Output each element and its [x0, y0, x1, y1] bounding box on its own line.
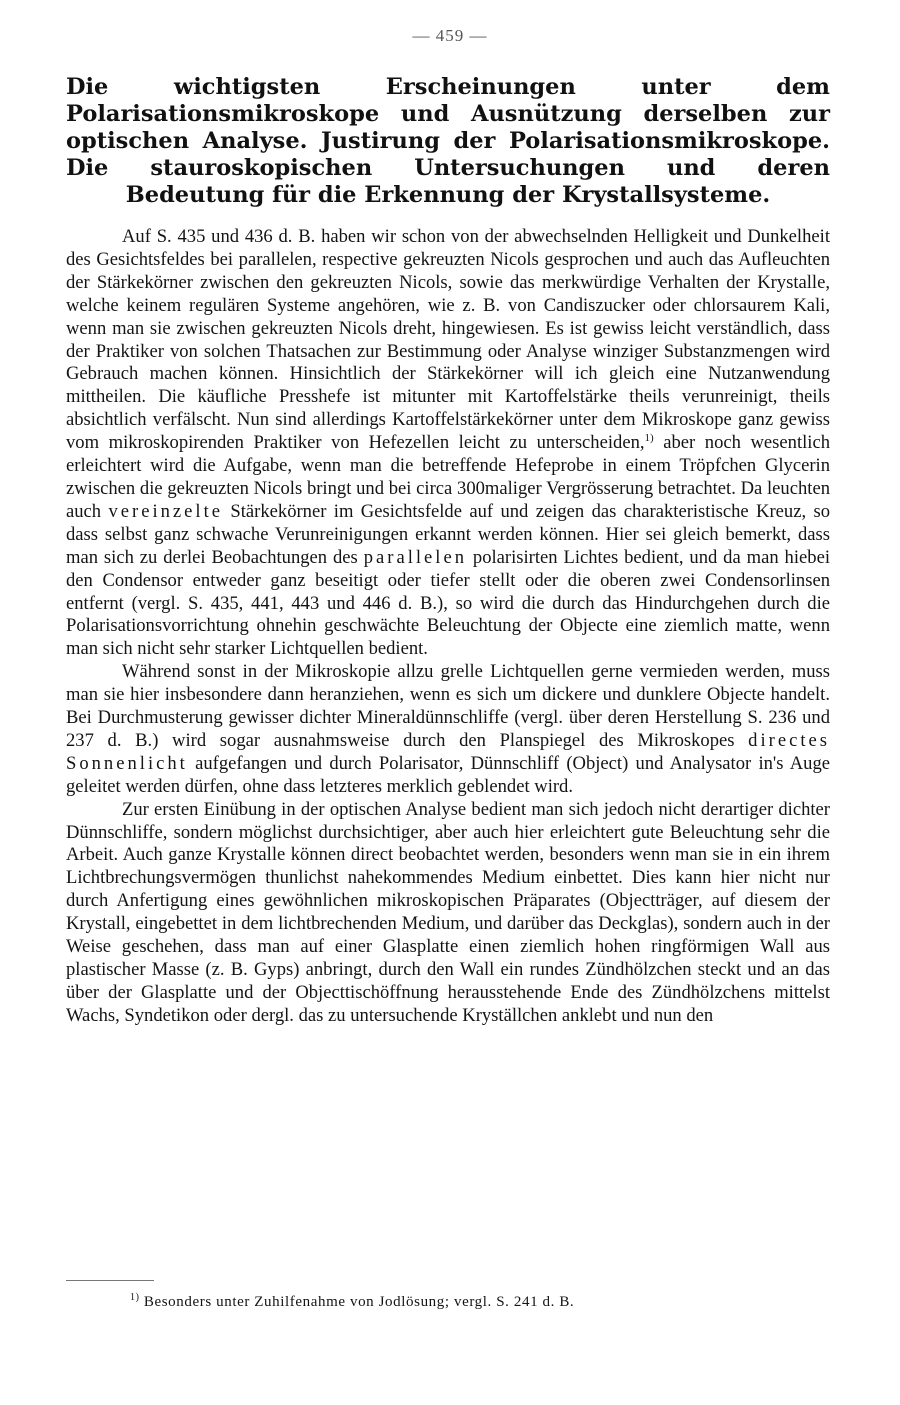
footnote — [130, 1293, 830, 1311]
emphasized-text: parallelen — [363, 546, 467, 568]
text-run: aber noch wesentlich erleichtert wird die Aufgabe, wenn man die betreffende Hefeprobe in einem Tröpfchen Glycerin zwischen die gekreuzten Nicols bringt und bei circa 300maliger Vergrösserung betrachtet. Da leuchten auch — [66, 432, 830, 522]
footnote-text: Besonders unter Zuhilfenahme von Jodlösung; vergl. S. 241 d. B. — [139, 1294, 575, 1310]
page-number: — 459 — — [412, 26, 488, 45]
paragraph — [66, 226, 830, 661]
text-run: polarisirten Lichtes bedient, und da man hiebei den Condensor entweder ganz beseitigt oder tiefer stellt oder die oberen zwei Condensorlinsen entfernt (vergl. S. 435, 441, 443 und 446 d. B.), so wird die durch das Hindurchgehen durch die Polarisationsvorrichtung ohnehin geschwächte Beleuchtung der Objecte eine ziemlich matte, wenn man sich nicht sehr starker Lichtquellen bedient. — [66, 546, 830, 660]
text-run: aufgefangen und durch Polarisator, Dünnschliff (Object) und Analysator in's Auge geleitet werden dürfen, ohne dass letzteres merklich geblendet wird. — [66, 752, 830, 797]
body-text — [66, 226, 830, 1028]
emphasized-text: vereinzelte — [108, 500, 224, 522]
text-run: Stärkekörner im Gesichtsfelde auf und zeigen das charakteristische Kreuz, so dass selbst ganz schwache Verunreinigungen erkannt werden können. Hier sei gleich bemerkt, dass man sich zu derlei Beobachtungen des — [66, 500, 830, 568]
text-run: Zur ersten Einübung in der optischen Analyse bedient man sich jedoch nicht derartiger dichter Dünnschliffe, sondern möglichst durchsichtiger, aber auch hier erleichtert gute Beleuchtung sehr die Arbeit. Auch ganze Krystalle können direct beobachtet werden, besonders wenn man sie in ein ihrem Lichtbrechungsvermögen thunlichst nahekommendes Medium einbettet. Dies kann hier nicht nur durch Anfertigung eines gewöhnlichen mikroskopischen Präparates (Objectträger, auf diesem der Krystall, eingebettet in dem lichtbrechenden Medium, und darüber das Deckglas), sondern auch in der Weise geschehen, dass man auf einer Glasplatte einen ziemlich hohen ringförmigen Wall aus plastischer Masse (z. B. Gyps) anbringt, durch den Wall ein rundes Zündhölzchen steckt und an das über der Glasplatte und der Objecttischöffnung herausstehende Ende des Zündhölzchens mittelst Wachs, Syndetikon oder dergl. das zu untersuchende Kryställchen anklebt und nun den — [66, 798, 830, 1026]
paragraph — [66, 661, 830, 798]
text-run: Während sonst in der Mikroskopie allzu grelle Lichtquellen gerne vermieden werden, muss man sie hier insbesondere dann heranziehen, wenn es sich um dickere und dunklere Objecte handelt. Bei Durchmusterung gewisser dichter Mineraldünnschliffe (vergl. über deren Herstellung S. 236 und 237 d. B.) wird sogar ausnahmsweise durch den Planspiegel des Mikroskopes — [66, 661, 830, 751]
footnote-reference: 1) — [644, 431, 654, 444]
paragraph — [66, 799, 830, 1028]
footnote-mark: 1) — [130, 1292, 140, 1303]
footnote-divider — [66, 1280, 154, 1281]
section-heading: Die wichtigsten Erscheinungen unter dem Polarisationsmikroskope und Ausnützung derselben zur optischen Analyse. Justirung der Polarisationsmikroskope. Die stauroskopischen Untersuchungen und deren Bedeutung für die Erkennung der Krystallsysteme. — [66, 74, 830, 208]
text-run: Auf S. 435 und 436 d. B. haben wir schon von der abwechselnden Helligkeit und Dunkelheit des Gesichtsfeldes bei parallelen, respective gekreuzten Nicols gesprochen und auch das Aufleuchten der Stärkekörner zwischen den gekreuzten Nicols, sowie das merkwürdige Verhalten der Krystalle, welche keinem regulären Systeme angehören, wie z. B. von Candiszucker oder chlorsaurem Kali, wenn man sie zwischen gekreuzten Nicols dreht, hingewiesen. Es ist gewiss leicht verständlich, dass der Praktiker von solchen Thatsachen zur Bestimmung oder Analyse winziger Substanzmengen wird Gebrauch machen können. Hinsichtlich der Stärkekörner will ich gleich eine Nutzanwendung mittheilen. Die käufliche Presshefe ist mitunter mit Kartoffelstärke theils verunreinigt, theils absichtlich verfälscht. Nun sind allerdings Kartoffelstärkekörner unter dem Mikroskope ganz gewiss vom mikroskopirenden Praktiker von Hefezellen leicht zu unterscheiden, — [66, 226, 830, 454]
emphasized-text: directes Sonnenlicht — [66, 729, 830, 774]
